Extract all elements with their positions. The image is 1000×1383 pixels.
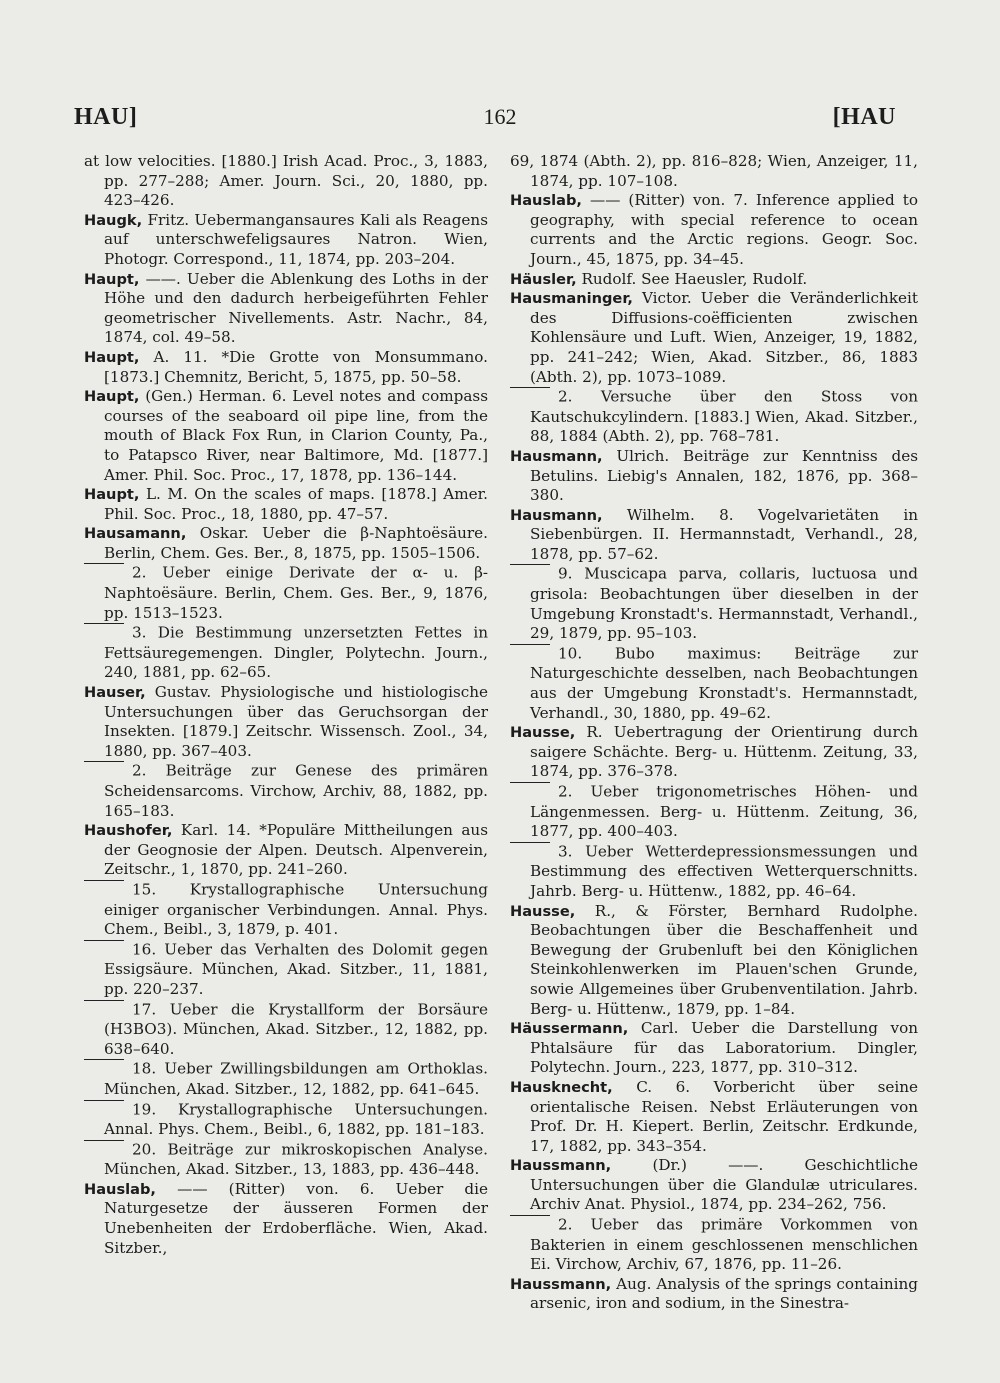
entry-text: 3. Die Bestimmung unzersetzten Fettes in Fettsäuregemengen. Dingler, Polytechn. Journ., 240, 1881, pp. 62–65. [104,623,488,682]
entry-text: at low velocities. [1880.] Irish Acad. Proc., 3, 1883, pp. 277–288; Amer. Journ. Sci., 20, 1880, pp. 423–426. [84,152,488,210]
entry-text: 2. Versuche über den Stoss von Kautschukcylindern. [1883.] Wien, Akad. Sitzber., 88, 1884 (Abth. 2), pp. 768–781. [530,387,918,446]
entry-text: 15. Krystallographische Untersuchung einiger organischer Verbindungen. Annal. Phys. Chem., Beibl., 3, 1879, p. 401. [104,880,488,939]
entry-text: Karl. 14. *Populäre Mittheilungen aus der Geognosie der Alpen. Deutsch. Alpenverein, Zeitschr., 1, 1870, pp. 241–260. [104,821,488,879]
entry-text: 2. Ueber einige Derivate der α- u. β-Naphtoësäure. Berlin, Chem. Ges. Ber., 9, 1876, pp. 1513–1523. [104,563,488,622]
bibliography-entry [510,723,918,782]
bibliography-entry [510,447,918,506]
ditto-dash [510,842,550,863]
ditto-dash [84,940,124,961]
bibliography-entry [84,1000,488,1060]
bibliography-entry [84,1100,488,1140]
author-name: Hausse, [510,724,576,742]
author-name: Hausamann, [84,525,187,543]
entry-text: A. 11. *Die Grotte von Monsummano. [1873.] Chemnitz, Bericht, 5, 1875, pp. 50–58. [104,347,488,386]
author-name: Haushofer, [84,822,173,840]
ditto-dash [84,880,124,901]
entry-text: 69, 1874 (Abth. 2), pp. 816–828; Wien, Anzeiger, 11, 1874, pp. 107–108. [510,152,918,190]
bibliography-entry [84,387,488,485]
entry-text: 20. Beiträge zur mikroskopischen Analyse. München, Akad. Sitzber., 13, 1883, pp. 436–448. [104,1139,488,1179]
entry-text: (Dr.) ——. Geschichtliche Untersuchungen über die Glandulæ utriculares. Archiv Anat. Physiol., 1874, pp. 234–262, 756. [530,1156,918,1214]
author-name: Häusler, [510,270,577,288]
bibliography-entry [510,1156,918,1215]
bibliography-entry [510,1019,918,1078]
ditto-dash [84,761,124,782]
bibliography-entry [510,152,918,191]
bibliography-entry [84,524,488,563]
author-name: Hausse, [510,902,576,920]
entry-text: Gustav. Physiologische und histiologische Untersuchungen über das Geruchsorgan der Insekten. [1879.] Zeitschr. Wissensch. Zool., 34, 1880, pp. 367–403. [104,683,489,760]
entry-text: L. M. On the scales of maps. [1878.] Amer. Phil. Soc. Proc., 18, 1880, pp. 47–57. [104,485,489,523]
bibliography-entry [84,152,488,211]
author-name: Haugk, [84,211,143,229]
bibliography-entry [84,563,488,623]
ditto-dash [84,563,124,584]
bibliography-entry [510,644,918,723]
author-name: Haupt, [84,388,140,406]
entry-text: 2. Ueber trigonometrisches Höhen- und Längenmessen. Berg- u. Hüttenm. Zeitung, 36, 1877, pp. 400–403. [530,782,918,841]
entry-text: 10. Bubo maximus: Beiträge zur Naturgeschichte desselben, nach Beobachtungen aus der Umgebung Kronstadt's. Hermannstadt, Verhandl., 30, 1880, pp. 49–62. [530,644,918,722]
right-column [510,152,918,1314]
entry-text: Oskar. Ueber die β-Naphtoësäure. Berlin, Chem. Ges. Ber., 8, 1875, pp. 1505–1506. [104,524,488,562]
entry-text: —— (Ritter) von. 7. Inference applied to geography, with special reference to ocean currents and the Arctic regions. Geogr. Soc. Journ., 45, 1875, pp. 34–45. [530,191,918,268]
bibliography-entry [84,348,488,387]
ditto-dash [84,1100,124,1121]
bibliography-entry [84,683,488,761]
author-name: Haussmann, [510,1157,612,1175]
entry-text: R. Uebertragung der Orientirung durch saigere Schächte. Berg- u. Hüttenm. Zeitung, 33, 1874, pp. 376–378. [530,723,919,781]
author-name: Haussmann, [510,1275,612,1293]
author-name: Haupt, [84,348,140,366]
entry-text: Aug. Analysis of the springs containing arsenic, iron and sodium, in the Sinestra- [530,1274,919,1313]
author-name: Hausmann, [510,506,603,524]
bibliography-entry [510,782,918,842]
entry-text: 3. Ueber Wetterdepressionsmessungen und Bestimmung des effectiven Wetterquerschnitts. Jahrb. Berg- u. Hüttenw., 1882, pp. 46–64. [530,842,918,900]
author-name: Hausknecht, [510,1078,613,1096]
bibliography-entry [510,842,918,902]
author-name: Hauslab, [510,192,582,210]
bibliography-entry [84,880,488,940]
page-number: 162 [483,104,517,129]
ditto-dash [510,644,550,665]
bibliography-entry [84,1180,488,1258]
bibliography-entry [84,211,488,270]
entry-text: (Gen.) Herman. 6. Level notes and compass courses of the seaboard oil pipe line, from the mouth of Black Fox Run, in Clarion County, Pa., to Patapsco River, near Baltimore, Md. [1877.] Amer. Phil. Soc. Proc., 17, 1878, pp. 136–144. [104,387,488,484]
ditto-dash [84,623,124,644]
entry-text: Ulrich. Beiträge zur Kenntniss des Betulins. Liebig's Annalen, 182, 1876, pp. 368–380. [530,446,919,505]
bibliography-entry [84,1059,488,1099]
entry-text: C. 6. Vorbericht über seine orientalische Reisen. Nebst Erläuterungen von Prof. Dr. H. Kiepert. Berlin, Zeitschr. Erdkunde, 17, 1882, pp. 343–354. [530,1077,919,1155]
entry-text: 2. Ueber das primäre Vorkommen von Bakterien in einem geschlossenen menschlichen Ei. Virchow, Archiv, 67, 1876, pp. 11–26. [530,1215,918,1274]
bibliography-entry [84,1140,488,1180]
bibliography-entry [510,387,918,447]
author-name: Haupt, [84,270,140,288]
left-column [84,152,488,1258]
entry-text: Wilhelm. 8. Vogelvarietäten in Siebenbürgen. II. Hermannstadt, Verhandl., 28, 1878, pp. 57–62. [530,505,918,563]
bibliography-entry [84,940,488,1000]
bibliography-entry [510,191,918,269]
entry-text: —— (Ritter) von. 6. Ueber die Naturgesetze der äusseren Formen der Unebenheiten der Erdoberfläche. Wien, Akad. Sitzber., [104,1179,489,1257]
bibliography-entry [510,270,918,290]
ditto-dash [84,1059,124,1080]
entry-text: 19. Krystallographische Untersuchungen. Annal. Phys. Chem., Beibl., 6, 1882, pp. 181–183. [104,1099,488,1139]
bibliography-entry [84,270,488,348]
bibliography-entry [510,564,918,643]
bibliography-entry [84,623,488,683]
bibliography-entry [510,1078,918,1156]
author-name: Hauslab, [84,1180,156,1198]
entry-text: Victor. Ueber die Veränderlichkeit des Diffusions-coëfficienten zwischen Kohlensäure und Luft. Wien, Anzeiger, 19, 1882, pp. 241–242; Wien, Akad. Sitzber., 86, 1883 (Abth. 2), pp. 1073–1089. [530,289,918,386]
bibliography-entry [84,485,488,524]
bibliography-entry [510,506,918,565]
entry-text: Rudolf. See Haeusler, Rudolf. [581,269,808,288]
author-name: Hausmaninger, [510,290,633,308]
author-name: Haupt, [84,486,140,504]
entry-text: 18. Ueber Zwillingsbildungen am Orthoklas. München, Akad. Sitzber., 12, 1882, pp. 641–645. [104,1059,488,1098]
ditto-dash [84,1140,124,1161]
bibliography-entry [84,761,488,821]
ditto-dash [510,1215,550,1236]
entry-text: Fritz. Uebermangansaures Kali als Reagens auf unterschwefeligsaures Natron. Wien, Photogr. Correspond., 11, 1874, pp. 203–204. [104,210,488,268]
ditto-dash [510,782,550,803]
ditto-dash [510,564,550,585]
bibliography-entry [510,1275,918,1314]
bibliography-entry [84,821,488,880]
author-name: Häussermann, [510,1020,629,1038]
entry-text: ——. Ueber die Ablenkung des Loths in der Höhe und den dadurch herbeigeführten Fehler geometrischer Nivellements. Astr. Nachr., 84, 1874, col. 49–58. [104,269,488,347]
bibliography-entry [510,1215,918,1275]
ditto-dash [510,387,550,408]
entry-text: Carl. Ueber die Darstellung von Phtalsäure für das Laboratorium. Dingler, Polytechn. Journ., 223, 1877, pp. 310–312. [530,1019,918,1077]
ditto-dash [84,1000,124,1021]
entry-text: 9. Muscicapa parva, collaris, luctuosa und grisola: Beobachtungen über dieselben in der Umgebung Kronstadt's. Hermannstadt, Verhandl., 29, 1879, pp. 95–103. [530,564,918,643]
entry-text: R., & Förster, Bernhard Rudolphe. Beobachtungen über die Beschaffenheit und Bewegung der Grubenluft bei den Königlichen Steinkohlenwerken im Plauen'schen Grunde, sowie Allgemeines über Grubenventilation. Jahrb. Berg- u. Hüttenw., 1879, pp. 1–84. [530,901,918,1018]
running-head-left: HAU] [74,104,138,130]
entry-text: 16. Ueber das Verhalten des Dolomit gegen Essigsäure. München, Akad. Sitzber., 11, 1881, pp. 220–237. [104,940,488,998]
author-name: Hausmann, [510,447,603,465]
running-head-right: [HAU [832,104,896,130]
author-name: Hauser, [84,684,146,702]
entry-text: 2. Beiträge zur Genese des primären Scheidensarcoms. Virchow, Archiv, 88, 1882, pp. 165–183. [104,761,488,820]
bibliography-entry [510,289,918,387]
bibliography-entry [510,902,918,1020]
entry-text: 17. Ueber die Krystallform der Borsäure (H3BO3). München, Akad. Sitzber., 12, 1882, pp. 638–640. [104,999,488,1058]
